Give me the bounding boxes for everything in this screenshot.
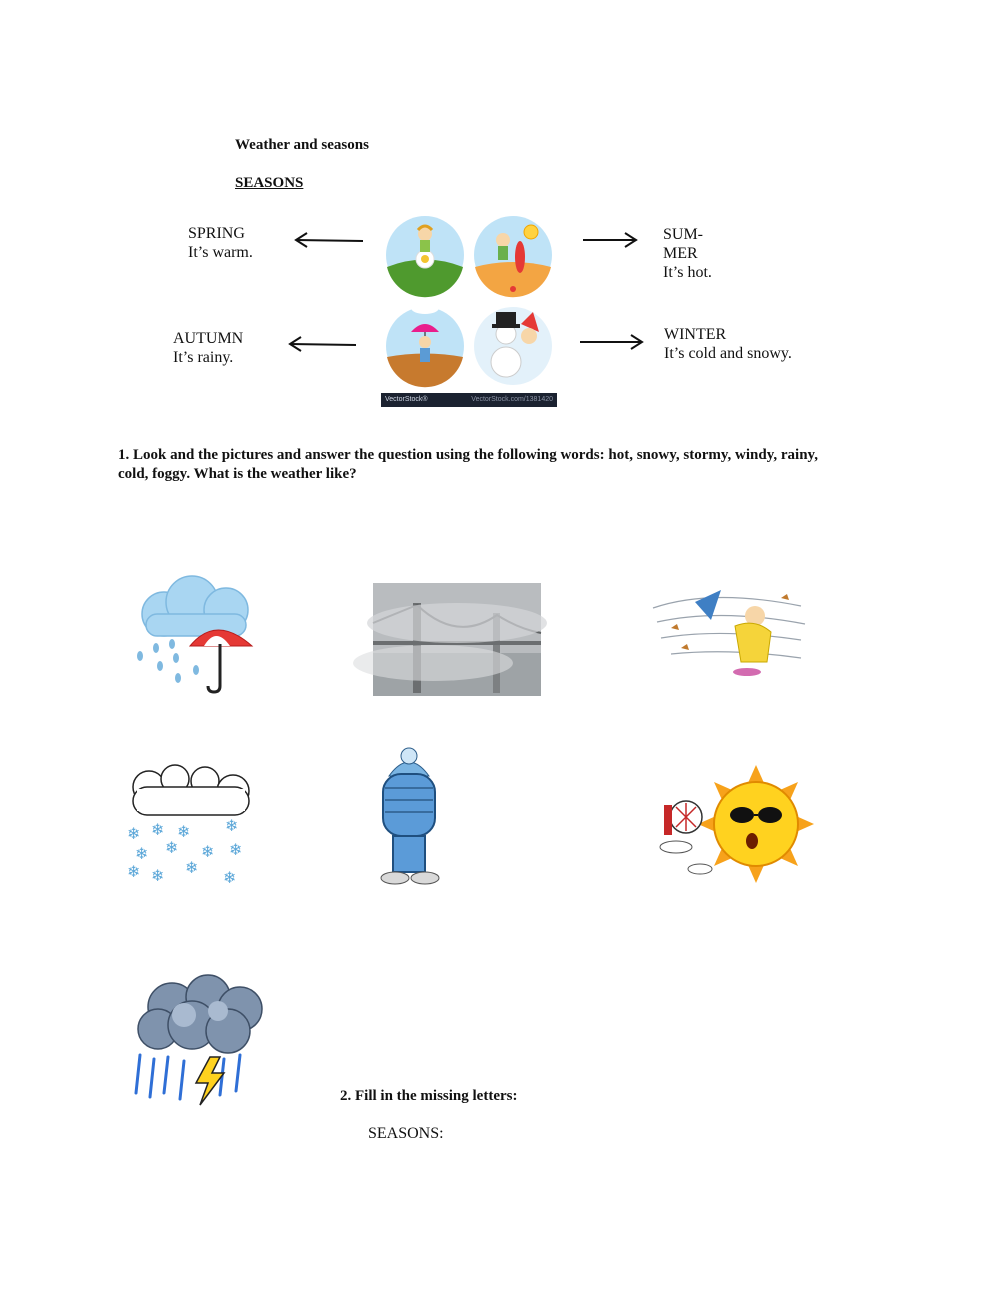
season-winter-caption: It’s cold and snowy. — [664, 345, 792, 362]
hot-icon — [656, 765, 814, 883]
watermark-brand: VectorStock® — [385, 396, 428, 403]
snowy-icon — [125, 765, 255, 887]
svg-text:❄: ❄ — [151, 866, 165, 885]
season-summer-name-2: MER — [663, 245, 698, 262]
arrow-left-icon — [296, 233, 363, 247]
arrow-left-icon — [290, 337, 356, 351]
season-spring-caption: It’s warm. — [188, 244, 253, 261]
watermark-url: VectorStock.com/1381420 — [471, 396, 553, 403]
exercise-2-title: 2. Fill in the missing letters: — [340, 1088, 518, 1104]
spring-circle-image — [386, 216, 464, 297]
foggy-icon — [373, 583, 541, 696]
season-spring-name: SPRING — [188, 225, 245, 242]
season-summer-name-1: SUM- — [663, 226, 704, 243]
svg-text:❄: ❄ — [225, 816, 239, 835]
svg-text:❄: ❄ — [127, 862, 141, 881]
season-autumn-name: AUTUMN — [173, 330, 244, 347]
exercise-2-label: SEASONS: — [368, 1125, 444, 1142]
arrow-right-icon — [580, 335, 642, 349]
summer-circle-image — [474, 216, 552, 297]
exercise-1-line-2: cold, foggy. What is the weather like? — [118, 466, 357, 482]
arrow-right-icon — [583, 233, 636, 247]
autumn-circle-image — [386, 302, 464, 387]
page-title: Weather and seasons — [235, 137, 369, 153]
rainy-icon — [134, 574, 260, 696]
season-summer-caption: It’s hot. — [663, 264, 712, 281]
svg-text:❄: ❄ — [223, 868, 237, 887]
svg-text:❄: ❄ — [177, 822, 191, 841]
season-winter-name: WINTER — [664, 326, 727, 343]
svg-text:❄: ❄ — [185, 858, 199, 877]
vectorstock-watermark — [381, 393, 557, 407]
seasons-illustration — [381, 212, 557, 394]
svg-text:❄: ❄ — [229, 840, 243, 859]
svg-text:❄: ❄ — [135, 844, 149, 863]
svg-text:❄: ❄ — [151, 820, 165, 839]
svg-text:❄: ❄ — [165, 838, 179, 857]
svg-text:❄: ❄ — [127, 824, 141, 843]
section-subtitle: SEASONS — [235, 175, 304, 191]
exercise-1-line-1: 1. Look and the pictures and answer the question using the following words: hot, snowy, stormy, windy, rainy, — [118, 447, 818, 463]
svg-text:❄: ❄ — [201, 842, 215, 861]
season-autumn-caption: It’s rainy. — [173, 349, 234, 366]
stormy-icon — [132, 975, 268, 1107]
windy-icon — [651, 578, 807, 680]
exercise-1-instructions — [118, 446, 893, 484]
winter-circle-image — [474, 307, 552, 385]
cold-icon — [369, 748, 451, 890]
